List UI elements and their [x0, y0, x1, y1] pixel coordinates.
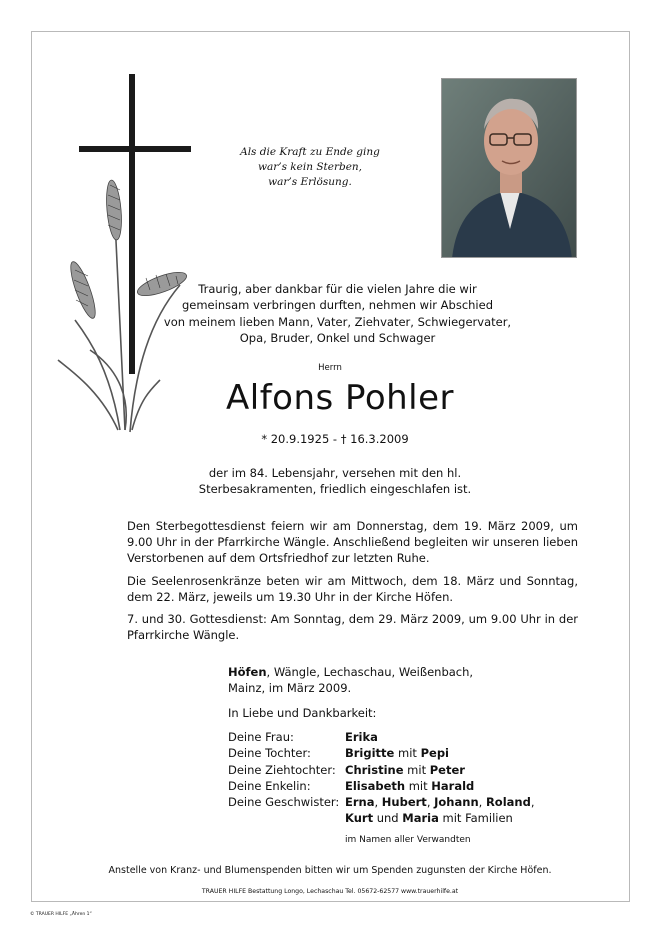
family-label: Deine Ziehtochter:	[228, 762, 336, 777]
place-hoefen: Höfen	[228, 665, 267, 679]
family-row	[228, 729, 568, 745]
cross-wheat-icon	[50, 70, 200, 445]
family-label: Deine Enkelin:	[228, 778, 311, 793]
life-dates: * 20.9.1925 - † 16.3.2009	[261, 432, 409, 446]
rosary-paragraph: Die Seelenrosenkränze beten wir am Mittwoch, dem 18. März und Sonntag, dem 22. März, jeweils um 19.30 Uhr in der Kirche Höfen.	[127, 574, 578, 605]
family-partner: Peter	[429, 762, 465, 777]
family-row: Deine Geschwister: Erna, Hubert, Johann, Roland,	[228, 795, 535, 810]
intro-line: von meinem lieben Mann, Vater, Ziehvater, Schwiegervater,	[163, 314, 512, 329]
places-rest: , Wängle, Lechaschau, Weißenbach,	[266, 665, 474, 679]
family-partner: Harald	[431, 778, 475, 793]
family-mit: mit	[407, 762, 427, 777]
family-name: Christine	[345, 762, 404, 777]
relatives-note: im Namen aller Verwandten	[345, 835, 471, 845]
family-mit: mit	[398, 746, 417, 761]
memorial-quote	[235, 145, 385, 190]
intro-line: gemeinsam verbringen durften, nehmen wir Abschied	[181, 298, 494, 313]
family-label: Deine Frau:	[228, 730, 294, 744]
family-list	[228, 729, 568, 827]
family-row	[228, 778, 568, 794]
family-name: Roland	[485, 795, 531, 810]
family-row	[228, 762, 568, 778]
funeral-home-footer: TRAUER HILFE Bestattung Longo, Lechaschau Tel. 05672-62577 www.trauerhilfe.at	[201, 888, 459, 895]
intro-text	[160, 281, 515, 346]
family-name: Erna	[345, 795, 375, 810]
family-name: Erika	[345, 730, 378, 744]
family-row	[228, 745, 568, 761]
deceased-name: Alfons Pohler	[225, 378, 455, 418]
memorial-mass-paragraph: 7. und 30. Gottesdienst: Am Sonntag, dem 29. März 2009, um 9.00 Uhr in der Pfarrkirche Wängle.	[127, 612, 578, 643]
age-text	[190, 465, 480, 497]
place-date-line: Mainz, im März 2009.	[228, 681, 352, 696]
intro-line: Traurig, aber dankbar für die vielen Jahre die wir	[198, 282, 477, 296]
quote-line: Als die Kraft zu Ende ging	[240, 146, 380, 158]
age-line: der im 84. Lebensjahr, versehen mit den hl.	[208, 466, 462, 480]
copyright-text: © TRAUER HILFE „Ähren 1“	[30, 912, 92, 917]
quote-line: war’s kein Sterben,	[257, 161, 363, 173]
family-mit: mit	[408, 778, 428, 793]
places-date	[228, 664, 528, 697]
family-mit-familien: mit Familien	[442, 811, 513, 826]
family-und: und	[376, 811, 399, 826]
family-name: Maria	[402, 811, 439, 826]
family-partner: Pepi	[420, 746, 449, 761]
family-name: Kurt	[345, 811, 374, 826]
funeral-service-paragraph: Den Sterbegottesdienst feiern wir am Donnerstag, dem 19. März 2009, um 9.00 Uhr in der Pfarrkirche Wängle. Anschließend begleiten wir unseren lieben Verstorbenen auf dem Ortsfriedhof zur letzten Ruhe.	[127, 519, 578, 566]
donation-note: Anstelle von Kranz- und Blumenspenden bitten wir um Spenden zugunsten der Kirche Höfen.	[108, 865, 552, 876]
family-name: Brigitte	[345, 746, 395, 761]
intro-line: Opa, Bruder, Onkel und Schwager	[239, 330, 436, 345]
quote-line: war’s Erlösung.	[268, 176, 352, 188]
family-label: Deine Tochter:	[228, 746, 311, 761]
portrait-photo	[441, 78, 577, 258]
salutation: Herrn	[318, 363, 342, 373]
family-name: Elisabeth	[345, 778, 406, 793]
in-liebe-text: In Liebe und Dankbarkeit:	[228, 706, 377, 720]
age-line: Sterbesakramenten, friedlich eingeschlafen ist.	[198, 482, 472, 496]
family-name: Johann	[434, 795, 479, 810]
family-label: Deine Geschwister:	[228, 795, 340, 810]
family-name: Hubert	[381, 795, 427, 810]
family-row	[228, 810, 568, 826]
